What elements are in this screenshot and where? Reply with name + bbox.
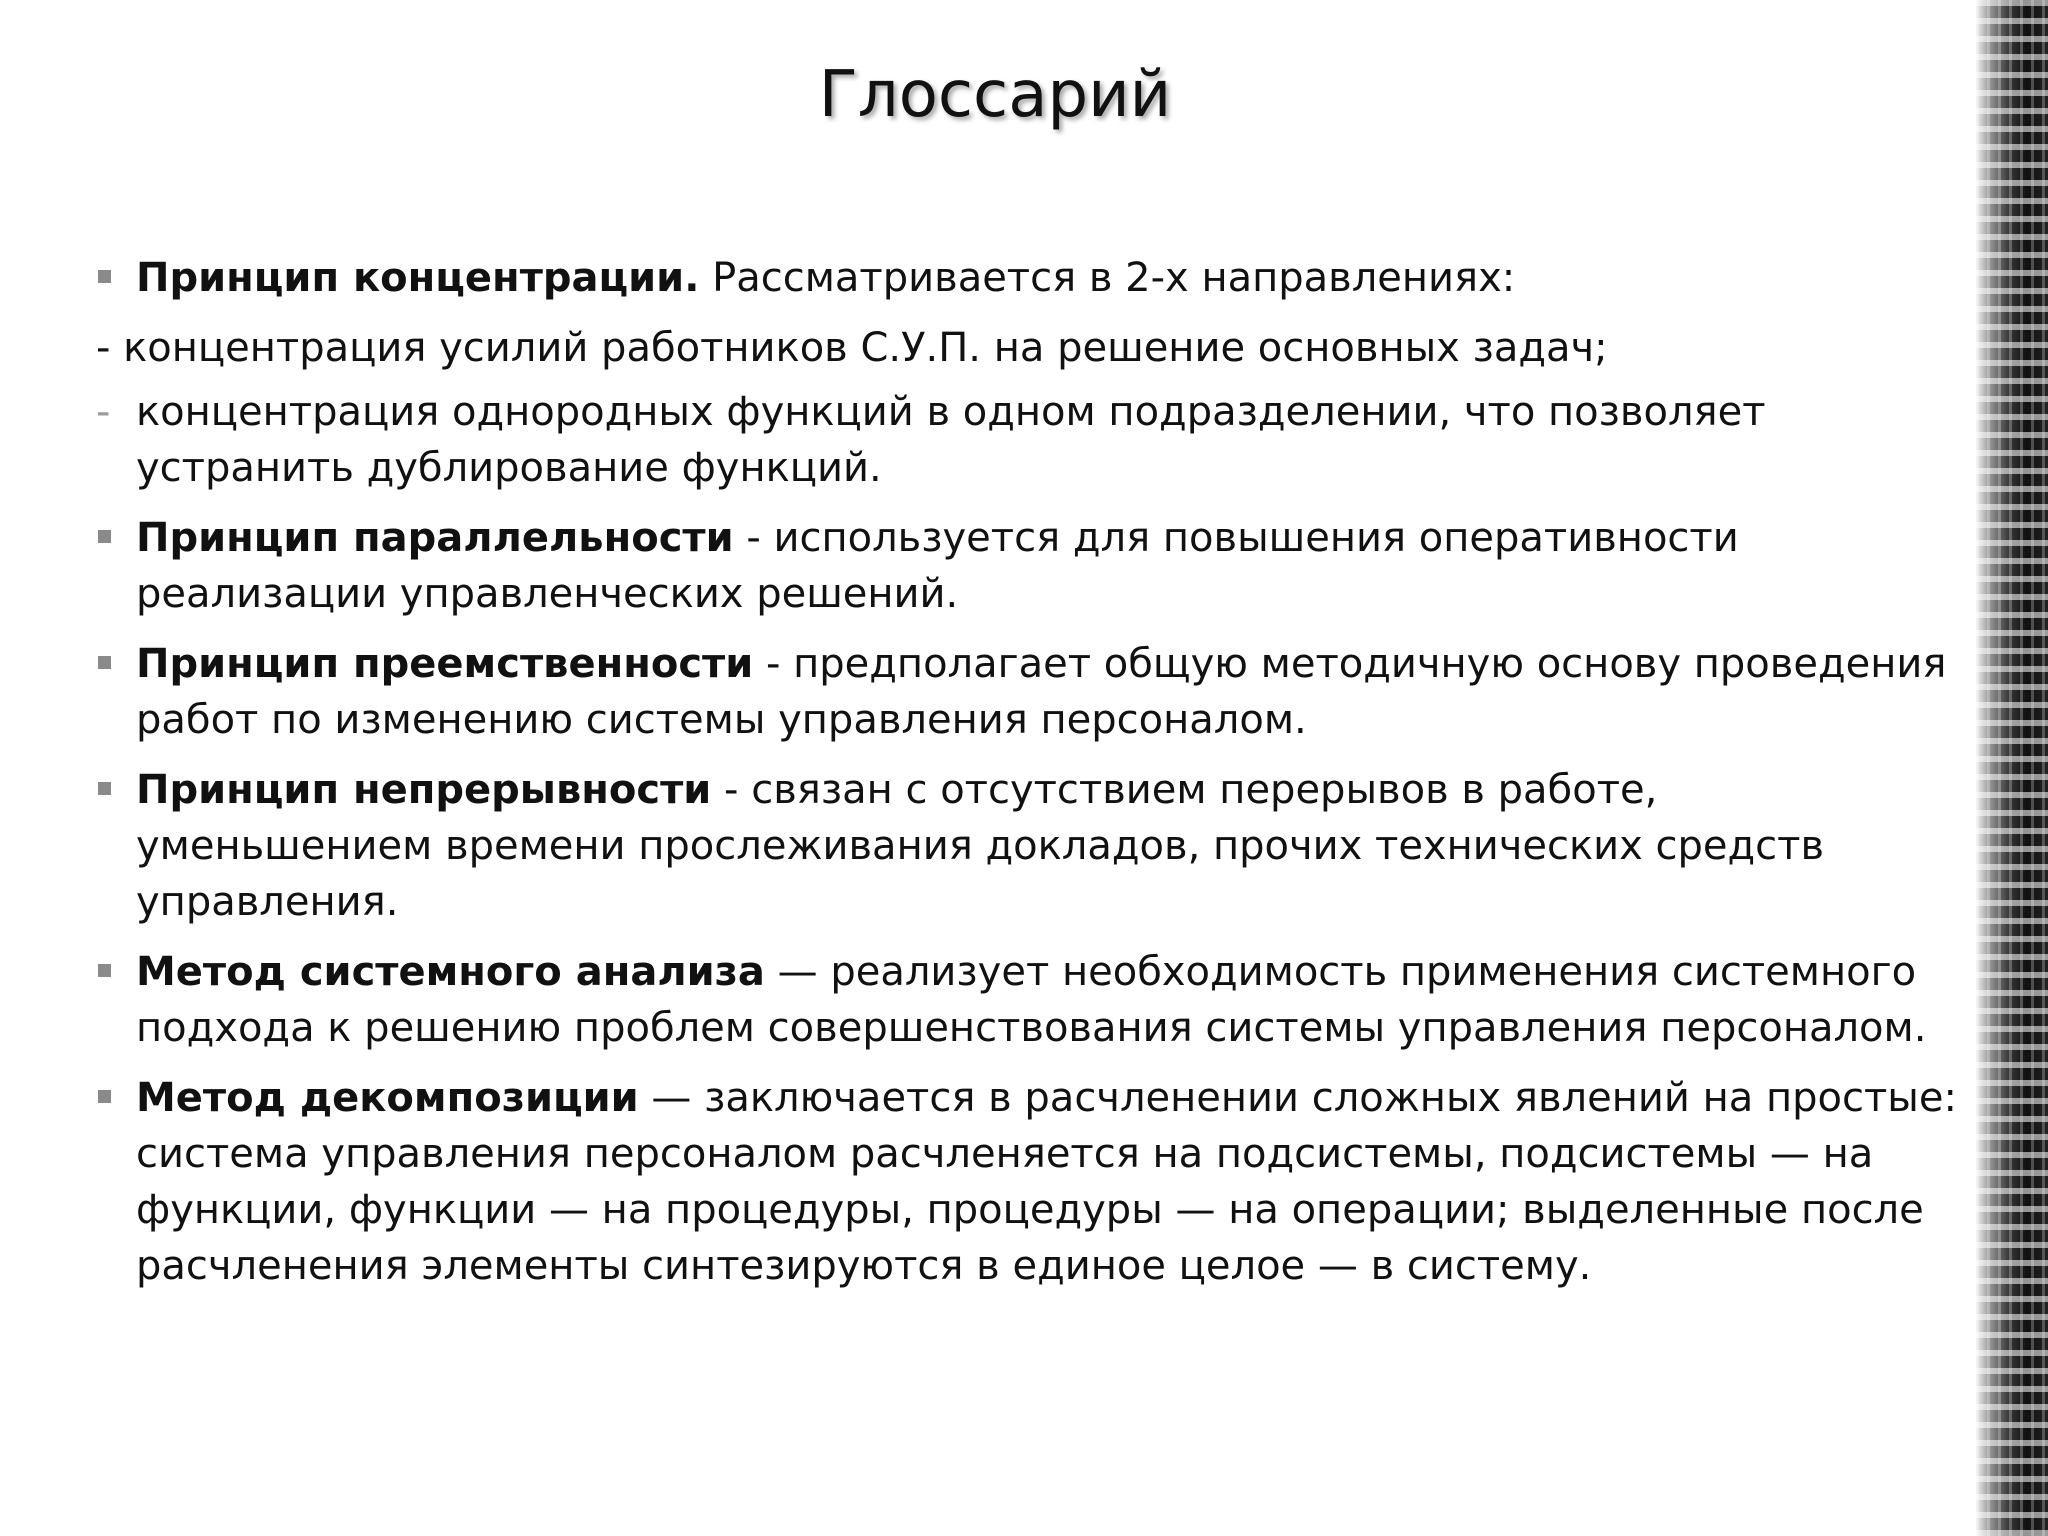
glossary-list (96, 250, 1966, 1308)
definition: - предполагает общую методичную основу проведения работ по изменению системы управления персоналом. (136, 641, 1947, 743)
term: Принцип непрерывности (136, 767, 712, 813)
glossary-item-concentration (96, 250, 1966, 306)
square-bullet-icon (98, 656, 111, 669)
term: Принцип концентрации. (136, 255, 700, 301)
glossary-item-system-analysis (96, 944, 1966, 1056)
glossary-item-decomposition (96, 1070, 1966, 1294)
glossary-item-continuity-of-succession (96, 636, 1966, 748)
sub-item-text: концентрация однородных функций в одном подразделении, что позволяет устранить дублирование функций. (136, 389, 1766, 491)
sub-line (96, 320, 1966, 376)
square-bullet-icon (98, 530, 111, 543)
term: Метод системного анализа (136, 949, 765, 995)
glossary-item-continuity (96, 762, 1966, 930)
definition: — заключается в расчленении сложных явлений на простые: система управления персоналом расчленяется на подсистемы, подсистемы — на функции, функции — на процедуры, процедуры — на операции; выделенные после расчленения элементы синтезируются в единое целое — в систему. (136, 1075, 1957, 1289)
square-bullet-icon (98, 782, 111, 795)
term: Метод декомпозиции (136, 1075, 639, 1121)
sub-item (96, 384, 1966, 496)
square-bullet-icon (98, 1090, 111, 1103)
definition: — реализует необходимость применения системного подхода к решению проблем совершенствования системы управления персоналом. (136, 949, 1927, 1051)
dash-bullet: - (96, 389, 111, 435)
square-bullet-icon (98, 964, 111, 977)
square-bullet-icon (98, 270, 111, 283)
decorative-side-band (1976, 0, 2048, 1536)
definition: - используется для повышения оперативности реализации управленческих решений. (136, 515, 1739, 617)
glossary-item-parallelism (96, 510, 1966, 622)
definition: Рассматривается в 2-х направлениях: (699, 255, 1516, 301)
definition: - связан с отсутствием перерывов в работе, уменьшением времени прослеживания докладов, прочих технических средств управления. (136, 767, 1825, 925)
sub-line-text: - концентрация усилий работников С.У.П. на решение основных задач; (96, 325, 1608, 371)
term: Принцип преемственности (136, 641, 754, 687)
term: Принцип параллельности (136, 515, 734, 561)
slide-title: Глоссарий (818, 58, 1172, 132)
